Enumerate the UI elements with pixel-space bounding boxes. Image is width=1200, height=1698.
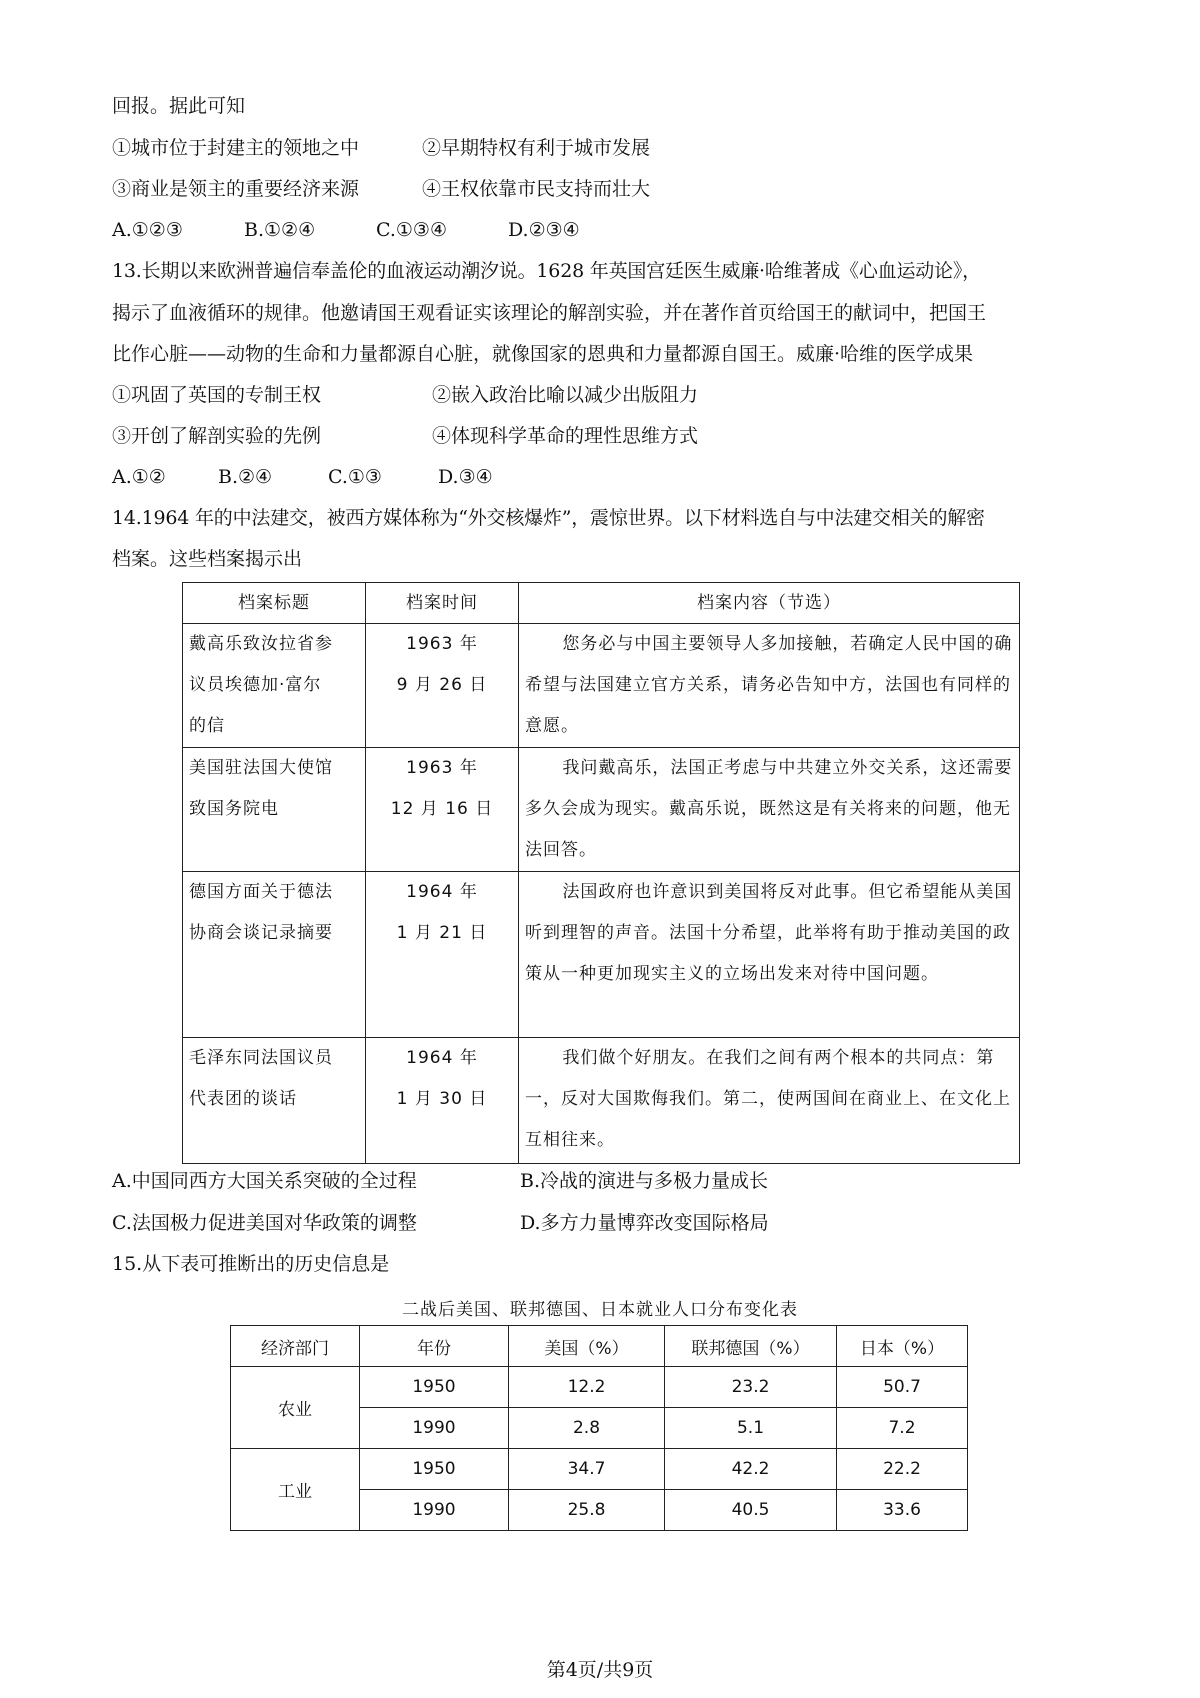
q13-option-1: ①巩固了英国的专制王权: [112, 384, 322, 406]
q14-choice-c: C.法国极力促进美国对华政策的调整: [112, 1212, 417, 1234]
q13-option-4: ④体现科学革命的理性思维方式: [432, 425, 699, 447]
q12-choice-a: A.①②③: [112, 219, 183, 241]
archive-title-line: 德国方面关于德法: [189, 882, 333, 902]
table-row: [183, 624, 1020, 748]
year-cell: 1950: [360, 1449, 509, 1490]
year-cell: 1990: [360, 1408, 509, 1449]
q13-choice-d: D.③④: [438, 466, 493, 488]
archive-content-cell: 我们做个好朋友。在我们之间有两个根本的共同点：第一，反对大国欺侮我们。第二，使两国间在商业上、在文化上互相往来。: [519, 1038, 1020, 1164]
sector-cell: 工业: [231, 1449, 360, 1531]
year-cell: 1950: [360, 1367, 509, 1408]
archive-content-cell: 法国政府也许意识到美国将反对此事。但它希望能从美国听到理智的声音。法国十分希望，此举将有助于推动美国的政策从一种更加现实主义的立场出发来对待中国问题。: [519, 872, 1020, 1038]
archive-title-line: 美国驻法国大使馆: [189, 758, 333, 778]
archive-time-cell: [366, 748, 519, 872]
frg-cell: 42.2: [665, 1449, 837, 1490]
archive-title-cell: [183, 872, 366, 1038]
header-us: 美国（%）: [509, 1326, 665, 1367]
q14-stem-line-2: 档案。这些档案揭示出: [112, 548, 303, 570]
archive-time-cell: [366, 624, 519, 748]
table-row: [183, 1038, 1020, 1164]
table-row: [183, 748, 1020, 872]
table-row: [231, 1449, 968, 1490]
archive-title-line: 致国务院电: [189, 799, 279, 819]
archive-year: 1964 年: [406, 1048, 478, 1068]
japan-cell: 50.7: [837, 1367, 968, 1408]
q13-stem-line-2: 揭示了血液循环的规律。他邀请国王观看证实该理论的解剖实验，并在著作首页给国王的献词中，把国王: [112, 302, 987, 324]
archive-year: 1963 年: [406, 634, 478, 654]
q12-stem-end: 回报。据此可知: [112, 95, 246, 117]
q12-option-4: ④王权依靠市民支持而壮大: [422, 178, 651, 200]
frg-cell: 40.5: [665, 1490, 837, 1531]
frg-cell: 5.1: [665, 1408, 837, 1449]
q14-choice-a: A.中国同西方大国关系突破的全过程: [112, 1170, 417, 1192]
header-archive-title: 档案标题: [183, 583, 366, 624]
japan-cell: 22.2: [837, 1449, 968, 1490]
header-japan: 日本（%）: [837, 1326, 968, 1367]
archive-date: 9 月 26 日: [396, 675, 488, 695]
us-cell: 12.2: [509, 1367, 665, 1408]
archive-title-line: 的信: [189, 716, 225, 736]
year-cell: 1990: [360, 1490, 509, 1531]
q12-choice-d: D.②③④: [508, 219, 580, 241]
q12-option-3: ③商业是领主的重要经济来源: [112, 178, 360, 200]
q13-choice-b: B.②④: [218, 466, 273, 488]
archive-title-line: 议员埃德加·富尔: [189, 675, 322, 695]
page-number: 第4页/共9页: [546, 1659, 654, 1681]
archive-date: 1 月 30 日: [396, 1089, 488, 1109]
archive-title-line: 毛泽东同法国议员: [189, 1048, 333, 1068]
header-year: 年份: [360, 1326, 509, 1367]
archive-table: [182, 582, 1020, 1164]
q13-stem-line-3: 比作心脏——动物的生命和力量都源自心脏，就像国家的恩典和力量都源自国王。威廉·哈维的医学成果: [112, 343, 974, 365]
us-cell: 2.8: [509, 1408, 665, 1449]
q14-stem-line-1: 14.1964 年的中法建交，被西方媒体称为“外交核爆炸”，震惊世界。以下材料选自与中法建交相关的解密: [112, 507, 985, 529]
archive-year: 1963 年: [406, 758, 478, 778]
header-archive-content: 档案内容（节选）: [519, 583, 1020, 624]
archive-content-cell: 您务必与中国主要领导人多加接触，若确定人民中国的确希望与法国建立官方关系，请务必告知中方，法国也有同样的意愿。: [519, 624, 1020, 748]
q15-stem: 15.从下表可推断出的历史信息是: [112, 1253, 390, 1275]
archive-title-line: 协商会谈记录摘要: [189, 923, 333, 943]
archive-title-line: 戴高乐致汝拉省参: [189, 634, 333, 654]
q12-option-2: ②早期特权有利于城市发展: [422, 137, 651, 159]
employment-table-caption: 二战后美国、联邦德国、日本就业人口分布变化表: [402, 1300, 798, 1320]
q12-option-1: ①城市位于封建主的领地之中: [112, 137, 360, 159]
japan-cell: 33.6: [837, 1490, 968, 1531]
q12-choices: [112, 218, 580, 242]
archive-date: 12 月 16 日: [390, 799, 494, 819]
q14-choice-d: D.多方力量博弈改变国际格局: [520, 1212, 769, 1234]
table-row: [231, 1367, 968, 1408]
archive-date: 1 月 21 日: [396, 923, 488, 943]
archive-title-cell: [183, 1038, 366, 1164]
q12-choice-c: C.①③④: [376, 219, 447, 241]
header-sector: 经济部门: [231, 1326, 360, 1367]
archive-title-line: 代表团的谈话: [189, 1089, 297, 1109]
archive-time-cell: [366, 872, 519, 1038]
q13-choices: [112, 465, 493, 489]
q14-choice-b: B.冷战的演进与多极力量成长: [520, 1170, 769, 1192]
archive-table-header: [183, 583, 1020, 624]
header-frg: 联邦德国（%）: [665, 1326, 837, 1367]
archive-time-cell: [366, 1038, 519, 1164]
header-archive-time: 档案时间: [366, 583, 519, 624]
q13-choice-c: C.①③: [328, 466, 382, 488]
table-row: [183, 872, 1020, 1038]
archive-content-cell: 我问戴高乐，法国正考虑与中共建立外交关系，这还需要多久会成为现实。戴高乐说，既然这是有关将来的问题，他无法回答。: [519, 748, 1020, 872]
q12-choice-b: B.①②④: [244, 219, 316, 241]
japan-cell: 7.2: [837, 1408, 968, 1449]
q13-option-3: ③开创了解剖实验的先例: [112, 425, 322, 447]
sector-cell: 农业: [231, 1367, 360, 1449]
archive-title-cell: [183, 624, 366, 748]
archive-year: 1964 年: [406, 882, 478, 902]
archive-title-cell: [183, 748, 366, 872]
us-cell: 25.8: [509, 1490, 665, 1531]
frg-cell: 23.2: [665, 1367, 837, 1408]
us-cell: 34.7: [509, 1449, 665, 1490]
employment-table-header: [231, 1326, 968, 1367]
q13-stem-line-1: 13.长期以来欧洲普遍信奉盖伦的血液运动潮汐说。1628 年英国宫廷医生威廉·哈维著成《心血运动论》，: [112, 260, 981, 282]
employment-table: [230, 1325, 968, 1531]
q13-choice-a: A.①②: [112, 466, 166, 488]
q13-option-2: ②嵌入政治比喻以减少出版阻力: [432, 384, 699, 406]
